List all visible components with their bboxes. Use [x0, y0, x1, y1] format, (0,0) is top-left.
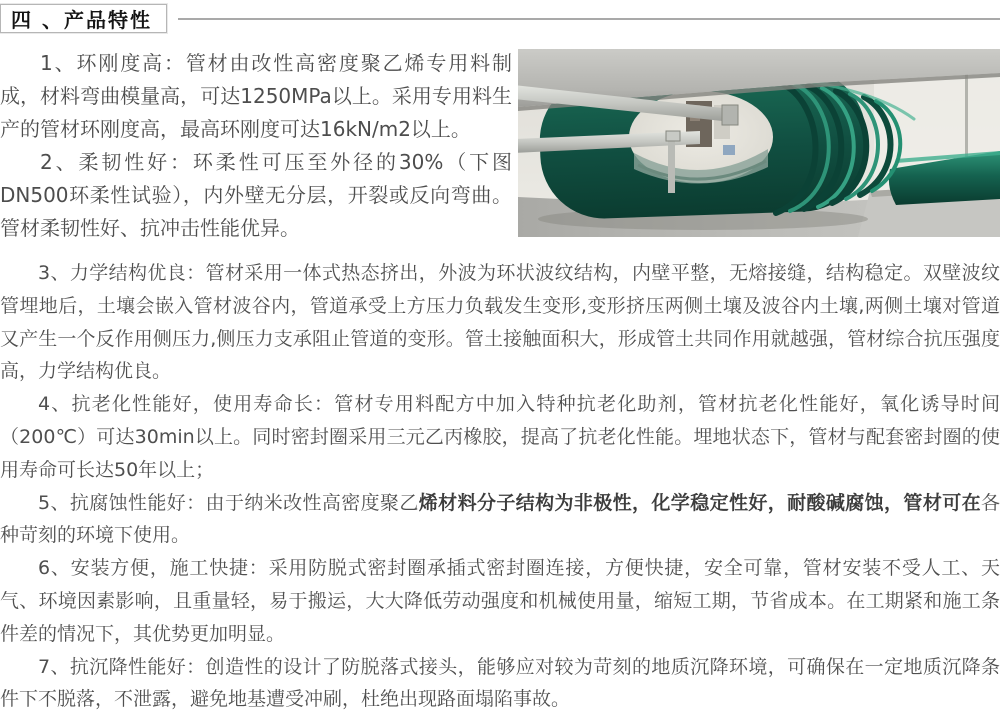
paragraph-text: 3、力学结构优良：管材采用一体式热态挤出，外波为环状波纹结构，内壁平整，无熔接缝，结构稳定。双壁波纹管埋地后，土壤会嵌入管材波谷内，管道承受上方压力负载发生变形,变形挤压两侧土壤及波谷内土壤,两侧土壤对管道又产生一个反作用侧压力,侧压力支承阻止管道的变形。管土接触面积大，形成管土共同作用就越强，管材综合抗压强度高，力学结构优良。	[0, 262, 1000, 383]
paragraph-text: 4、抗老化性能好，使用寿命长：管材专用料配方中加入特种抗老化助剂，管材抗老化性能好，氧化诱导时间（200℃）可达30min以上。同时密封圈采用三元乙丙橡胶，提高了抗老化性能。埋地状态下，管材与配套密封圈的使用寿命可长达50年以上；	[0, 393, 1000, 481]
background-pipe	[889, 151, 1000, 205]
intro-text-column	[0, 47, 512, 245]
paragraph	[0, 146, 512, 245]
paragraph-text: 1、环刚度高：管材由改性高密度聚乙烯专用料制成，材料弯曲模量高，可达1250MPa以上。采用专用料生产的管材环刚度高，最高环刚度可达16kN/m2以上。	[0, 51, 512, 141]
section-title-box	[0, 4, 167, 33]
ring-flexibility-test-photo	[518, 49, 1000, 237]
paragraph-text: 2、柔韧性好：环柔性可压至外径的30%（下图DN500环柔性试验），内外壁无分层，开裂或反向弯曲。管材柔韧性好、抗冲击性能优异。	[0, 150, 512, 240]
paragraph	[0, 388, 1000, 486]
paragraph	[0, 257, 1000, 388]
figure-wrap	[518, 49, 1000, 237]
intro-block	[0, 43, 1000, 245]
paragraph-text-bold: 烯材料分子结构为非极性，化学稳定性好，耐酸碱腐蚀，管材可在	[418, 491, 981, 514]
paragraph-text: 6、安装方便，施工快捷：采用防脱式密封圈承插式密封圈连接，方便快捷，安全可靠，管材安装不受人工、天气、环境因素影响，且重量轻，易于搬运，大大降低劳动强度和机械使用量，缩短工期，节省成本。在工期紧和施工条件差的情况下，其优势更加明显。	[0, 557, 1000, 645]
paragraph-text: 各种苛刻的环境下使用。	[0, 491, 1000, 547]
header-divider-line	[178, 18, 1000, 20]
paragraph	[0, 487, 1000, 553]
paragraph	[0, 47, 512, 146]
paragraph	[0, 651, 1000, 716]
paragraph	[0, 552, 1000, 650]
section-title: 四 、产品特性	[11, 8, 152, 32]
section-header	[0, 0, 1000, 43]
paragraph-text: 5、抗腐蚀性能好：由于纳米改性高密度聚乙	[38, 491, 419, 514]
paragraph-text: 7、抗沉降性能好：创造性的设计了防脱落式接头，能够应对较为苛刻的地质沉降环境，可确保在一定地质沉降条件下不脱落，不泄露，避免地基遭受冲刷，杜绝出现路面塌陷事故。	[0, 655, 1000, 711]
main-text-block	[0, 257, 1000, 716]
